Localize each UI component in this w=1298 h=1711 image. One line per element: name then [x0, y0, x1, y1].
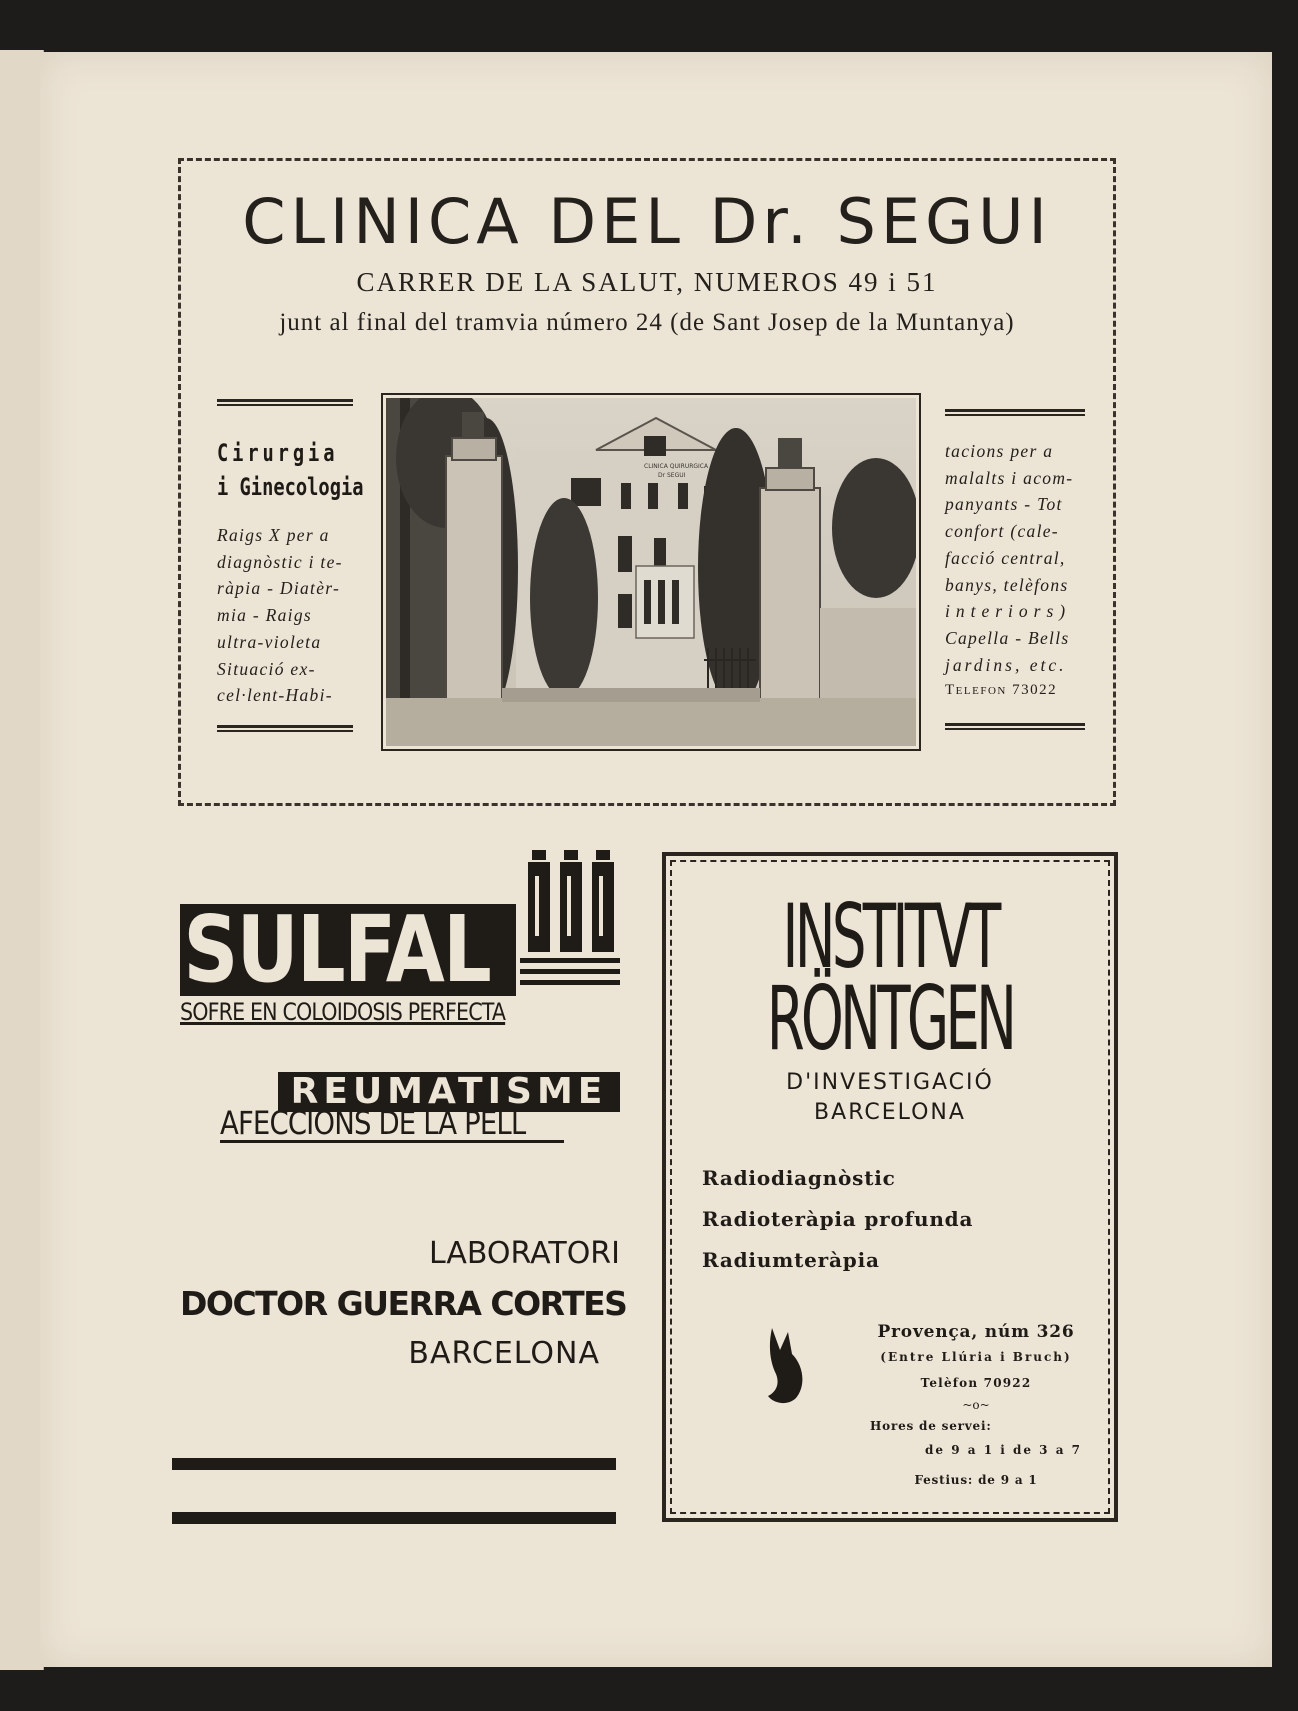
sulfal-logo	[180, 850, 620, 1028]
text-line: jardins, etc.	[945, 654, 1067, 675]
institut-address: Provença, núm 326	[877, 1322, 1075, 1342]
stripe	[520, 958, 620, 963]
sulfal-indications	[220, 1071, 620, 1142]
stripe	[520, 969, 620, 974]
institut-cross-streets: (Entre Llúria i Bruch)	[880, 1350, 1072, 1364]
text-line: interiors)	[945, 601, 1072, 622]
clinic-services-right	[945, 438, 1085, 678]
clinic-left-column	[217, 399, 364, 732]
photo-sign-line2: Dr SEGUI	[658, 472, 686, 479]
text-line: Capella - Bells	[945, 627, 1070, 648]
service-item: Radiumteràpia	[702, 1248, 880, 1272]
clinic-tram-note: junt al final del tramvia número 24 (de Sant Josep de la Muntanya)	[279, 309, 1015, 336]
institut-phone: Telèfon 70922	[920, 1376, 1032, 1390]
clinic-advertisement	[178, 158, 1116, 806]
rule-top-right	[945, 409, 1085, 416]
clinic-building-image	[386, 398, 916, 746]
rule-bottom-left	[217, 725, 353, 732]
indication-skin: AFECCIONS DE LA PELL	[220, 1106, 564, 1143]
text-line: malalts i acom-	[945, 467, 1074, 488]
lab-line3: BARCELONA	[408, 1336, 600, 1371]
photo-sign-line1: CLINICA QUIRURGICA	[644, 463, 709, 470]
specialty-gynecology: i Ginecologia	[217, 473, 364, 501]
hours-label: Hores de servei:	[870, 1419, 992, 1433]
sulfal-brand	[180, 896, 516, 1003]
lab-line1: LABORATORI	[428, 1236, 620, 1271]
clinic-right-column	[945, 409, 1085, 730]
clinic-phone: Telefon 73022	[945, 682, 1058, 699]
text-line: confort (cale-	[945, 521, 1059, 542]
page-edge-left	[0, 50, 44, 1670]
ornament: ~o~	[962, 1398, 990, 1412]
fox-emblem-icon	[762, 1328, 806, 1404]
service-item: Radioteràpia profunda	[702, 1207, 974, 1231]
clinic-address: CARRER DE LA SALUT, NUMEROS 49 i 51	[356, 267, 938, 297]
institut-line4: BARCELONA	[814, 1100, 966, 1125]
clinic-photo	[381, 393, 921, 751]
text-line: panyants - Tot	[945, 494, 1063, 515]
institut-services	[702, 1158, 1082, 1281]
stripe	[520, 980, 620, 985]
text-line: Raigs X per a	[217, 525, 330, 545]
sulfal-stripes	[520, 958, 620, 991]
text-line: cel·lent-Habi-	[217, 685, 333, 706]
clinic-services-left	[217, 522, 353, 709]
institut-line3: D'INVESTIGACIÓ	[786, 1070, 994, 1095]
institut-rontgen-advertisement	[662, 852, 1118, 1522]
rule-top-left	[217, 399, 353, 406]
service-item: Radiodiagnòstic	[702, 1166, 896, 1190]
text-line: banys, telèfons	[945, 574, 1069, 595]
text-line: ràpia - Diatèr-	[217, 578, 341, 599]
institut-line2: RÖNTGEN	[766, 967, 1014, 1070]
specialty-surgery: Cirurgia	[217, 439, 339, 467]
holiday-hours: Festius: de 9 a 1	[914, 1473, 1038, 1487]
clinic-title: CLINICA DEL Dr. SEGUI	[242, 185, 1052, 258]
divider-bar	[172, 1458, 616, 1470]
text-line: facció central,	[945, 547, 1066, 568]
institut-logo	[666, 885, 1114, 1128]
bottles-icon	[526, 850, 620, 952]
text-line: Situació ex-	[217, 658, 316, 679]
institut-contact	[866, 1320, 1086, 1492]
divider-bar	[172, 1512, 616, 1524]
text-line: diagnòstic i te-	[217, 551, 343, 572]
text-line: mia - Raigs	[217, 605, 312, 626]
rule-bottom-right	[945, 723, 1085, 730]
institut-line1: INSTITVT	[782, 885, 998, 988]
text-line: tacions per a	[945, 441, 1054, 461]
hours-value: de 9 a 1 i de 3 a 7	[925, 1443, 1082, 1457]
indication-rheumatism: REUMATISME	[278, 1072, 620, 1112]
text-line: ultra-violeta	[217, 631, 322, 652]
lab-line2: DOCTOR GUERRA CORTES	[180, 1284, 627, 1323]
sulfal-brand-text: SULFAL	[183, 896, 491, 1003]
sulfal-tagline: SOFRE EN COLOIDOSIS PERFECTA	[180, 998, 506, 1026]
